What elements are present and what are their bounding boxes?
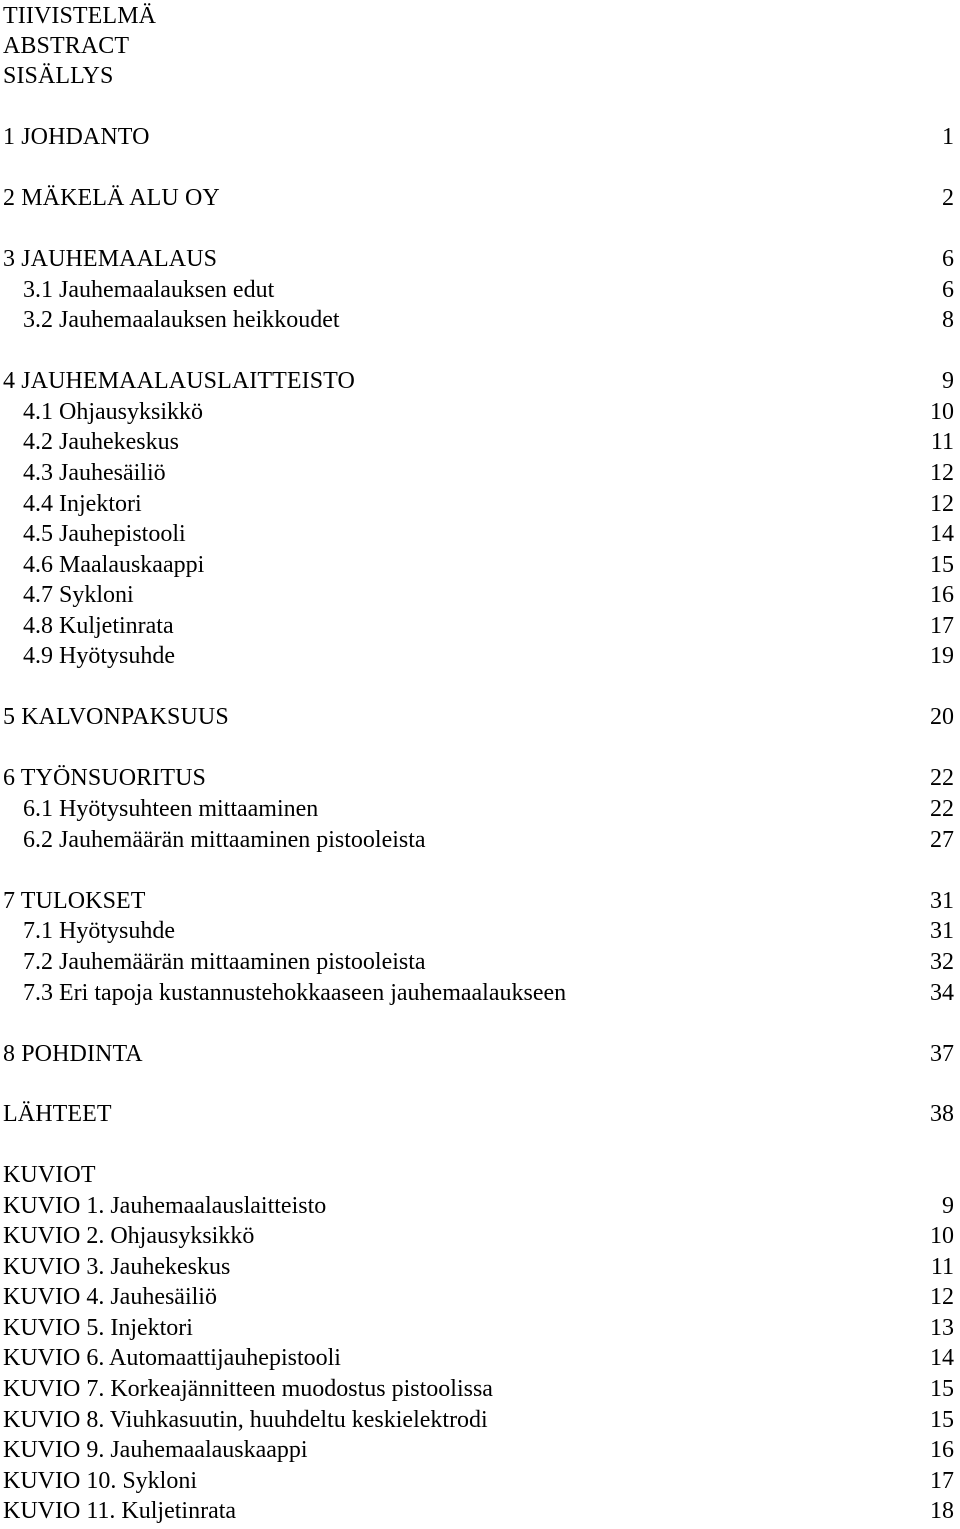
- toc-entry-label: 6.1 Hyötysuhteen mittaaminen: [23, 796, 319, 822]
- toc-entry: [3, 275, 954, 306]
- toc-entry-label: 5 KALVONPAKSUUS: [3, 704, 229, 730]
- toc-entry: [3, 886, 954, 917]
- toc-entry-label: 4.5 Jauhepistooli: [23, 521, 186, 547]
- figure-entry-label: KUVIO 11. Kuljetinrata: [3, 1498, 237, 1524]
- figure-entry: [3, 1221, 954, 1252]
- front-matter-label: TIIVISTELMÄ: [3, 3, 157, 29]
- figure-entry-page: 10: [930, 1223, 954, 1249]
- figure-entry-label: KUVIO 2. Ohjausyksikkö: [3, 1223, 255, 1249]
- figure-entry-label: KUVIO 6. Automaattijauhepistooli: [3, 1345, 341, 1371]
- toc-entry-label: 3.2 Jauhemaalauksen heikkoudet: [23, 307, 340, 333]
- toc-entry-page: 27: [930, 827, 954, 853]
- toc-entry: [3, 550, 954, 581]
- toc-entry-page: 14: [930, 521, 954, 547]
- figure-entry-label: KUVIO 10. Sykloni: [3, 1468, 198, 1494]
- toc-entry-label: 1 JOHDANTO: [3, 124, 150, 150]
- toc-entry-label: 4.2 Jauhekeskus: [23, 429, 179, 455]
- figure-entry-label: KUVIO 3. Jauhekeskus: [3, 1254, 231, 1280]
- toc-entry-label: 4.4 Injektori: [23, 491, 142, 517]
- toc-entry: [3, 611, 954, 642]
- toc-entry-page: 15: [930, 552, 954, 578]
- toc-entry-page: 20: [930, 704, 954, 730]
- figure-entry-page: 9: [942, 1193, 954, 1219]
- toc-entry-page: 31: [930, 888, 954, 914]
- toc-entry-label: 4.7 Sykloni: [23, 582, 134, 608]
- toc-entry-page: 12: [930, 491, 954, 517]
- front-matter-abstract: [3, 31, 954, 62]
- toc-entry-page: 22: [930, 796, 954, 822]
- front-matter-label: ABSTRACT: [3, 33, 130, 59]
- figure-entry-page: 14: [930, 1345, 954, 1371]
- toc-entry-page: 31: [930, 918, 954, 944]
- figure-entry-page: 15: [930, 1376, 954, 1402]
- toc-entry: [3, 794, 954, 825]
- toc-entry-page: 2: [942, 185, 954, 211]
- figure-entry-label: KUVIO 7. Korkeajännitteen muodostus pistoolissa: [3, 1376, 493, 1402]
- figure-entry: [3, 1343, 954, 1374]
- toc-entry-label: 3 JAUHEMAALAUS: [3, 246, 218, 272]
- toc-entry-page: 9: [942, 368, 954, 394]
- toc-entry: [3, 947, 954, 978]
- toc-entry-label: 7 TULOKSET: [3, 888, 146, 914]
- toc-entry-page: 34: [930, 980, 954, 1006]
- figure-entry-label: KUVIO 8. Viuhkasuutin, huuhdeltu keskielektrodi: [3, 1407, 488, 1433]
- toc-entry: [3, 978, 954, 1009]
- toc-entry: [3, 763, 954, 794]
- toc-entry-label: 2 MÄKELÄ ALU OY: [3, 185, 220, 211]
- toc-entry-page: 11: [930, 429, 954, 455]
- toc-entry: [3, 397, 954, 428]
- figure-entry: [3, 1374, 954, 1405]
- front-matter-sisallys: [3, 61, 954, 92]
- toc-entry-label: 4.3 Jauhesäiliö: [23, 460, 166, 486]
- figure-entry-label: KUVIO 1. Jauhemaalauslaitteisto: [3, 1193, 327, 1219]
- figure-entry: [3, 1313, 954, 1344]
- toc-entry: [3, 702, 954, 733]
- toc-entry-label: 6.2 Jauhemäärän mittaaminen pistooleista: [23, 827, 426, 853]
- figure-entry-page: 17: [930, 1468, 954, 1494]
- toc-entry-label: 6 TYÖNSUORITUS: [3, 765, 206, 791]
- toc-entry-label: 4.6 Maalauskaappi: [23, 552, 205, 578]
- toc-entry: [3, 519, 954, 550]
- toc-entry: [3, 458, 954, 489]
- figure-entry-label: KUVIO 5. Injektori: [3, 1315, 193, 1341]
- toc-entry: [3, 825, 954, 856]
- figure-entry: [3, 1282, 954, 1313]
- toc-entry-label: LÄHTEET: [3, 1101, 112, 1127]
- toc-entry-page: 19: [930, 643, 954, 669]
- figure-entry-page: 18: [930, 1498, 954, 1524]
- toc-entry-page: 6: [942, 246, 954, 272]
- figure-entry-page: 13: [930, 1315, 954, 1341]
- toc-entry-page: 8: [942, 307, 954, 333]
- toc-entry: [3, 305, 954, 336]
- figure-entry: [3, 1252, 954, 1283]
- figures-heading-label: KUVIOT: [3, 1162, 96, 1188]
- toc-entry-page: 16: [930, 582, 954, 608]
- toc-entry-label: 7.3 Eri tapoja kustannustehokkaaseen jauhemaalaukseen: [23, 980, 567, 1006]
- toc-entry-label: 4.8 Kuljetinrata: [23, 613, 174, 639]
- toc-entry-page: 6: [942, 277, 954, 303]
- toc-entry: [3, 1039, 954, 1070]
- front-matter-label: SISÄLLYS: [3, 63, 114, 89]
- toc-entry: [3, 366, 954, 397]
- toc-entry: [3, 1099, 954, 1130]
- figure-entry-page: 16: [930, 1437, 954, 1463]
- toc-entry-page: 12: [930, 460, 954, 486]
- toc-entry-page: 1: [942, 124, 954, 150]
- toc-entry: [3, 489, 954, 520]
- toc-entry-label: 8 POHDINTA: [3, 1041, 143, 1067]
- figure-entry: [3, 1496, 954, 1527]
- toc-entry: [3, 427, 954, 458]
- toc-entry: [3, 580, 954, 611]
- toc-entry-page: 17: [930, 613, 954, 639]
- toc-entry-label: 7.1 Hyötysuhde: [23, 918, 175, 944]
- figure-entry-page: 15: [930, 1407, 954, 1433]
- figure-entry-label: KUVIO 4. Jauhesäiliö: [3, 1284, 217, 1310]
- toc-entry-label: 4.1 Ohjausyksikkö: [23, 399, 203, 425]
- figure-entry-page: 12: [930, 1284, 954, 1310]
- toc-entry-page: 32: [930, 949, 954, 975]
- figure-entry: [3, 1435, 954, 1466]
- toc-entry-label: 4.9 Hyötysuhde: [23, 643, 175, 669]
- front-matter-tiivistelma: [3, 1, 954, 32]
- toc-entry-page: 38: [930, 1101, 954, 1127]
- figure-entry: [3, 1405, 954, 1436]
- figure-entry: [3, 1466, 954, 1497]
- toc-entry: [3, 183, 954, 214]
- toc-entry-label: 4 JAUHEMAALAUSLAITTEISTO: [3, 368, 355, 394]
- toc-entry-label: 7.2 Jauhemäärän mittaaminen pistooleista: [23, 949, 426, 975]
- figures-heading: [3, 1160, 954, 1191]
- toc-entry: [3, 122, 954, 153]
- toc-entry: [3, 641, 954, 672]
- toc-entry-page: 37: [930, 1041, 954, 1067]
- figure-entry-page: 11: [930, 1254, 954, 1280]
- toc-entry: [3, 916, 954, 947]
- toc-entry-page: 22: [930, 765, 954, 791]
- figure-entry: [3, 1191, 954, 1222]
- toc-entry: [3, 244, 954, 275]
- toc-entry-page: 10: [930, 399, 954, 425]
- figure-entry-label: KUVIO 9. Jauhemaalauskaappi: [3, 1437, 308, 1463]
- toc-entry-label: 3.1 Jauhemaalauksen edut: [23, 277, 275, 303]
